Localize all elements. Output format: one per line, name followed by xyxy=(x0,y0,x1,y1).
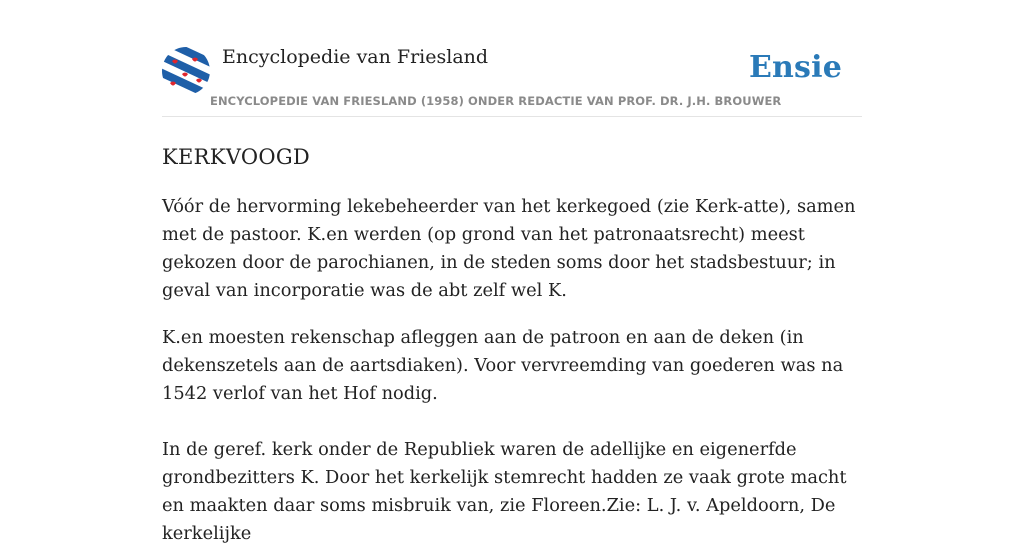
article-paragraph: In de geref. kerk onder de Republiek waren de adellijke en eigenerfde grondbezitters K. Door het kerkelijk stemrecht hadden ze vaak grote macht en maakten daar soms misbruik van, zie Floreen.Zie: L. J. v. Apeldoorn, De kerkelijke xyxy=(162,439,847,544)
article-paragraph: K.en moesten rekenschap afleggen aan de patroon en aan de deken (in dekenszetels aan de aartsdiaken). Voor vervreemding van goederen was na 1542 verlof van het Hof nodig. xyxy=(162,327,844,404)
article-body xyxy=(162,193,862,548)
encyclopedia-subtitle: ENCYCLOPEDIE VAN FRIESLAND (1958) ONDER REDACTIE VAN PROF. DR. J.H. BROUWER xyxy=(210,94,782,108)
site-header xyxy=(162,0,862,117)
page xyxy=(162,0,862,544)
article-paragraph: Vóór de hervorming lekebeheerder van het kerkegoed (zie Kerk-atte), samen met de pastoor. K.en werden (op grond van het patronaatsrecht) meest gekozen door de parochianen, in de steden soms door het stadsbestuur; in geval van incorporatie was de abt zelf wel K. xyxy=(162,196,856,301)
brand-logo-text[interactable]: Ensie xyxy=(748,50,842,85)
article-title: KERKVOOGD xyxy=(162,145,311,169)
frisian-flag-logo-icon[interactable] xyxy=(162,47,210,95)
site-name[interactable]: Encyclopedie van Friesland xyxy=(222,46,489,68)
